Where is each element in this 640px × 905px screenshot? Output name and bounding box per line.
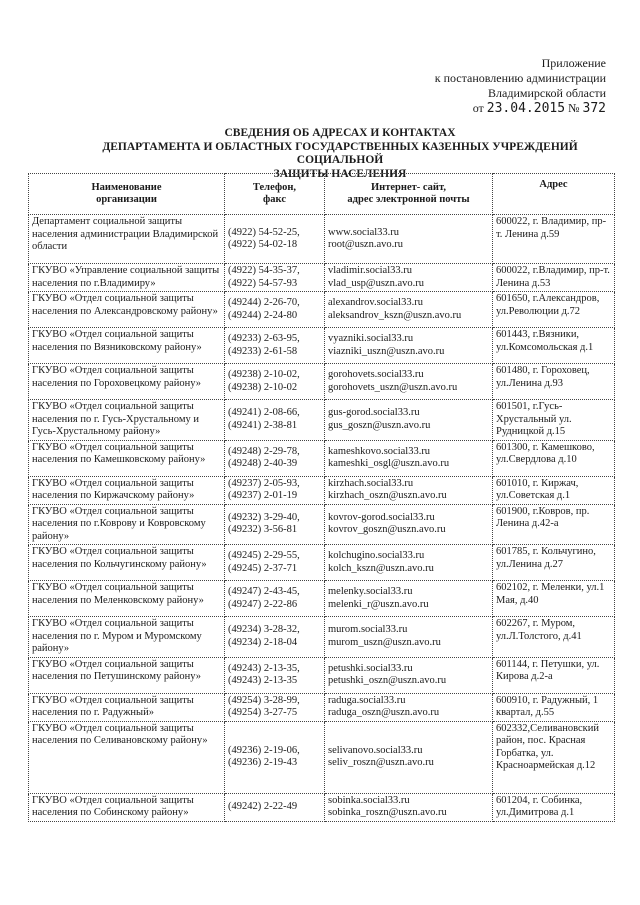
phone-cell (225, 476, 325, 504)
org-name: ГКУВО «Отдел социальной защиты населения по Кольчугинскому району» (29, 545, 225, 581)
number-label: № (568, 101, 580, 115)
phone-cell (225, 617, 325, 658)
table-row (29, 328, 615, 364)
org-name: Департамент социальной защиты населения администрации Владимирской области (29, 215, 225, 264)
email-link[interactable]: kameshki_osgl@uszn.avo.ru (328, 458, 450, 469)
table-row (29, 504, 615, 545)
web-cell (325, 617, 493, 658)
website-link[interactable]: selivanovo.social33.ru (328, 744, 423, 756)
website-link[interactable]: alexandrov.social33.ru (328, 297, 423, 308)
phone-primary: (49242) 2-22-49 (228, 800, 298, 812)
phone-fax: (49254) 3-27-75 (228, 707, 298, 718)
resolution-number: 372 (582, 101, 606, 116)
org-name: ГКУВО «Отдел социальной защиты населения по Вязниковскому району» (29, 328, 225, 364)
web-cell (325, 440, 493, 476)
email-link[interactable]: viazniki_uszn@uszn.avo.ru (328, 345, 445, 357)
address-cell: 601204, г. Собинка, ул.Димитрова д.1 (493, 793, 615, 821)
phone-fax: (4922) 54-57-93 (228, 277, 298, 289)
table-row (29, 292, 615, 328)
email-link[interactable]: kolch_kszn@uszn.avo.ru (328, 562, 434, 574)
org-name: ГКУВО «Отдел социальной защиты населения по Селивановскому району» (29, 721, 225, 793)
org-name: ГКУВО «Отдел социальной защиты населения по Петушинскому району» (29, 657, 225, 693)
email-link[interactable]: aleksandrov_kszn@uszn.avo.ru (328, 309, 462, 321)
web-cell (325, 657, 493, 693)
phone-fax: (49233) 2-61-58 (228, 345, 298, 357)
email-link[interactable]: sobinka_roszn@uszn.avo.ru (328, 807, 447, 818)
email-link[interactable]: petushki_oszn@uszn.avo.ru (328, 675, 447, 686)
header-name-line-2: организации (96, 194, 157, 205)
title-line-2: ДЕПАРТАМЕНТА И ОБЛАСТНЫХ ГОСУДАРСТВЕННЫХ КАЗЕННЫХ УЧРЕЖДЕНИЙ СОЦИАЛЬНОЙ (102, 140, 578, 166)
address-cell: 601501, г.Гусь-Хрустальный ул. Рудницкой д.15 (493, 400, 615, 441)
title-line-3: ЗАЩИТЫ НАСЕЛЕНИЯ (273, 167, 407, 180)
header-line-1: Приложение (541, 56, 606, 70)
website-link[interactable]: www.social33.ru (328, 226, 400, 238)
contacts-table (28, 173, 615, 822)
table-row (29, 215, 615, 264)
email-link[interactable]: murom_uszn@uszn.avo.ru (328, 636, 441, 648)
phone-primary: (49243) 2-13-35, (228, 662, 300, 674)
address-cell: 600910, г. Радужный, 1 квартал, д.55 (493, 693, 615, 721)
email-link[interactable]: root@uszn.avo.ru (328, 239, 403, 250)
web-cell (325, 215, 493, 264)
header-line-2: к постановлению администрации (434, 71, 606, 85)
header-name-line-1: Наименование (91, 181, 162, 193)
table-header-row (29, 174, 615, 215)
website-link[interactable]: kolchugino.social33.ru (328, 550, 425, 561)
web-cell (325, 400, 493, 441)
web-cell (325, 721, 493, 793)
email-link[interactable]: vlad_usp@uszn.avo.ru (328, 277, 424, 289)
website-link[interactable]: raduga.social33.ru (328, 694, 406, 706)
web-cell (325, 264, 493, 292)
phone-primary: (49254) 3-28-99, (228, 694, 300, 706)
web-cell (325, 793, 493, 821)
phone-primary: (4922) 54-52-25, (228, 226, 300, 238)
website-link[interactable]: vyazniki.social33.ru (328, 333, 414, 344)
website-link[interactable]: kirzhach.social33.ru (328, 477, 414, 489)
phone-fax: (49241) 2-38-81 (228, 419, 298, 431)
table-row (29, 581, 615, 617)
phone-cell (225, 400, 325, 441)
phone-cell (225, 545, 325, 581)
address-cell: 601443, г.Вязники, ул.Комсомольская д.1 (493, 328, 615, 364)
address-cell: 601480, г. Гороховец, ул.Ленина д.93 (493, 364, 615, 400)
website-link[interactable]: melenky.social33.ru (328, 586, 413, 597)
org-name: ГКУВО «Отдел социальной защиты населения по Камешковскому району» (29, 440, 225, 476)
phone-primary: (49238) 2-10-02, (228, 369, 300, 380)
phone-fax: (49244) 2-24-80 (228, 309, 298, 321)
header-phone-line-2: факс (263, 194, 286, 205)
phone-cell (225, 364, 325, 400)
web-cell (325, 364, 493, 400)
website-link[interactable]: murom.social33.ru (328, 624, 408, 636)
table-row (29, 400, 615, 441)
email-link[interactable]: melenki_r@uszn.avo.ru (328, 598, 429, 610)
phone-primary: (49247) 2-43-45, (228, 586, 300, 597)
header-name (29, 174, 225, 215)
address-cell: 601785, г. Кольчугино, ул.Ленина д.27 (493, 545, 615, 581)
phone-fax: (49245) 2-37-71 (228, 562, 298, 574)
phone-primary: (49236) 2-19-06, (228, 744, 300, 756)
table-row (29, 721, 615, 793)
address-cell: 601650, г.Александров, ул.Революции д.72 (493, 292, 615, 328)
email-link[interactable]: seliv_roszn@uszn.avo.ru (328, 757, 434, 768)
table-row (29, 545, 615, 581)
phone-cell (225, 215, 325, 264)
website-link[interactable]: petushki.social33.ru (328, 662, 413, 674)
phone-fax: (49248) 2-40-39 (228, 458, 298, 469)
phone-cell (225, 581, 325, 617)
phone-cell (225, 440, 325, 476)
email-link[interactable]: raduga_oszn@uszn.avo.ru (328, 707, 440, 718)
web-cell (325, 581, 493, 617)
address-cell: 601144, г. Петушки, ул. Кирова д.2-а (493, 657, 615, 693)
org-name: ГКУВО «Отдел социальной защиты населения по Александровскому району» (29, 292, 225, 328)
phone-primary: (49241) 2-08-66, (228, 407, 300, 419)
phone-primary: (49248) 2-29-78, (228, 445, 300, 457)
phone-cell (225, 264, 325, 292)
phone-cell (225, 328, 325, 364)
org-name: ГКУВО «Отдел социальной защиты населения по Меленковскому району» (29, 581, 225, 617)
web-cell (325, 693, 493, 721)
header-phone (225, 174, 325, 215)
phone-fax: (4922) 54-02-18 (228, 239, 298, 250)
web-cell (325, 504, 493, 545)
email-link[interactable]: kirzhach_oszn@uszn.avo.ru (328, 490, 447, 501)
address-cell: 600022, г. Владимир, пр-т. Ленина д.59 (493, 215, 615, 264)
phone-cell (225, 292, 325, 328)
org-name: ГКУВО «Отдел социальной защиты населения по г. Гусь-Хрустальному и Гусь-Хрустальному району» (29, 400, 225, 441)
website-link[interactable]: sobinka.social33.ru (328, 794, 410, 806)
header-phone-line-1: Телефон, (252, 181, 297, 193)
header-web (325, 174, 493, 215)
web-cell (325, 292, 493, 328)
address-cell: 600022, г.Владимир, пр-т. Ленина д.53 (493, 264, 615, 292)
org-name: ГКУВО «Отдел социальной защиты населения по г. Радужный» (29, 693, 225, 721)
address-cell: 601300, г. Камешково, ул.Свердлова д.10 (493, 440, 615, 476)
phone-primary: (49234) 3-28-32, (228, 624, 300, 636)
address-cell: 601010, г. Киржач, ул.Советская д.1 (493, 476, 615, 504)
phone-fax: (49243) 2-13-35 (228, 675, 298, 686)
org-name: ГКУВО «Отдел социальной защиты населения по г.Коврову и Ковровскому району» (29, 504, 225, 545)
table-row (29, 617, 615, 658)
phone-fax: (49236) 2-19-43 (228, 757, 298, 768)
website-link[interactable]: gorohovets.social33.ru (328, 369, 424, 380)
website-link[interactable]: kameshkovo.social33.ru (328, 445, 431, 457)
address-cell: 601900, г.Ковров, пр. Ленина д.42-а (493, 504, 615, 545)
phone-fax: (49234) 2-18-04 (228, 636, 298, 648)
phone-fax: (49237) 2-01-19 (228, 490, 298, 501)
table-row (29, 264, 615, 292)
phone-cell (225, 793, 325, 821)
web-cell (325, 328, 493, 364)
address-cell: 602267, г. Муром, ул.Л.Толстого, д.41 (493, 617, 615, 658)
website-link[interactable]: kovrov-gorod.social33.ru (328, 511, 435, 523)
table-row (29, 793, 615, 821)
email-link[interactable]: kovrov_goszn@uszn.avo.ru (328, 524, 446, 536)
address-cell: 602102, г. Меленки, ул.1 Мая, д.40 (493, 581, 615, 617)
org-name: ГКУВО «Отдел социальной защиты населения по г. Муром и Муромскому району» (29, 617, 225, 658)
web-cell (325, 545, 493, 581)
phone-fax: (49238) 2-10-02 (228, 381, 298, 393)
table-row (29, 476, 615, 504)
header-date-line (435, 101, 606, 116)
web-cell (325, 476, 493, 504)
phone-primary: (4922) 54-35-37, (228, 265, 300, 276)
phone-fax: (49232) 3-56-81 (228, 524, 298, 536)
phone-primary: (49237) 2-05-93, (228, 477, 300, 489)
phone-cell (225, 657, 325, 693)
title-line-1: СВЕДЕНИЯ ОБ АДРЕСАХ И КОНТАКТАХ (224, 127, 456, 139)
phone-cell (225, 721, 325, 793)
email-link[interactable]: gorohovets_uszn@uszn.avo.ru (328, 381, 458, 393)
org-name: ГКУВО «Отдел социальной защиты населения по Гороховецкому району» (29, 364, 225, 400)
header-web-line-1: Интернет- сайт, (371, 181, 446, 193)
phone-primary: (49244) 2-26-70, (228, 297, 300, 308)
phone-cell (225, 693, 325, 721)
header-web-line-2: адрес электронной почты (347, 194, 470, 205)
address-cell: 602332,Селивановский район, пос. Красная Горбатка, ул. Красноармейская д.12 (493, 721, 615, 793)
table-row (29, 440, 615, 476)
website-link[interactable]: gus-gorod.social33.ru (328, 407, 420, 419)
table-row (29, 364, 615, 400)
appendix-header (435, 56, 606, 116)
org-name: ГКУВО «Управление социальной защиты населения по г.Владимиру» (29, 264, 225, 292)
org-name: ГКУВО «Отдел социальной защиты населения по Собинскому району» (29, 793, 225, 821)
phone-cell (225, 504, 325, 545)
phone-primary: (49233) 2-63-95, (228, 333, 300, 344)
table-row (29, 657, 615, 693)
phone-primary: (49232) 3-29-40, (228, 511, 300, 523)
header-address: Адрес (493, 174, 615, 215)
org-name: ГКУВО «Отдел социальной защиты населения по Киржачскому району» (29, 476, 225, 504)
email-link[interactable]: gus_goszn@uszn.avo.ru (328, 419, 431, 431)
header-line-3: Владимирской области (488, 86, 606, 100)
phone-primary: (49245) 2-29-55, (228, 550, 300, 561)
date-prefix: от (472, 101, 484, 115)
website-link[interactable]: vladimir.social33.ru (328, 265, 412, 276)
resolution-date: 23.04.2015 (486, 101, 566, 116)
table-row (29, 693, 615, 721)
phone-fax: (49247) 2-22-86 (228, 598, 298, 610)
